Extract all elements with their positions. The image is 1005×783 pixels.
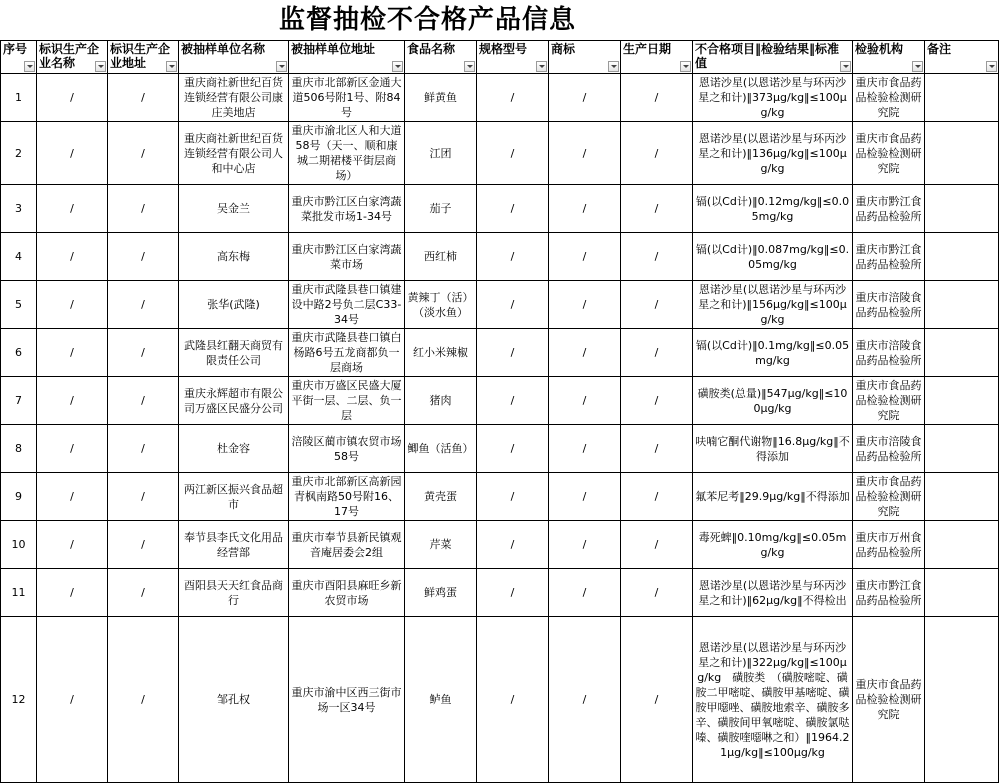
- filter-dropdown-icon[interactable]: [464, 61, 475, 72]
- table-row: [1, 377, 999, 425]
- cell-institution[interactable]: 重庆市黔江食品药品检验所: [853, 185, 925, 233]
- cell-food-name[interactable]: 黄辣丁（活）（淡水鱼）: [405, 281, 477, 329]
- header-spec: 规格型号: [477, 41, 549, 74]
- cell-failed-item[interactable]: 镉(以Cd计)‖0.087mg/kg‖≤0.05mg/kg: [693, 233, 853, 281]
- cell-spec[interactable]: /: [477, 185, 549, 233]
- cell-mfr-addr[interactable]: /: [108, 521, 179, 569]
- cell-brand[interactable]: /: [549, 473, 621, 521]
- cell-institution[interactable]: 重庆市涪陵食品药品检验所: [853, 425, 925, 473]
- cell-food-name[interactable]: 红小米辣椒: [405, 329, 477, 377]
- cell-unit-addr[interactable]: 重庆市北部新区金通大道506号附1号、附84号: [289, 74, 405, 122]
- cell-brand[interactable]: /: [549, 377, 621, 425]
- table-row: [1, 74, 999, 122]
- header-no: 序号: [1, 41, 37, 74]
- cell-date[interactable]: /: [621, 521, 693, 569]
- cell-mfr-addr[interactable]: /: [108, 122, 179, 185]
- cell-unit-name[interactable]: 两江新区振兴食品超市: [179, 473, 289, 521]
- table-row: [1, 425, 999, 473]
- cell-no[interactable]: 6: [1, 329, 37, 377]
- cell-unit-name[interactable]: 邹孔权: [179, 617, 289, 783]
- cell-spec[interactable]: /: [477, 377, 549, 425]
- cell-mfr-addr[interactable]: /: [108, 185, 179, 233]
- cell-brand[interactable]: /: [549, 425, 621, 473]
- cell-note[interactable]: [925, 233, 999, 281]
- cell-date[interactable]: /: [621, 473, 693, 521]
- cell-note[interactable]: [925, 569, 999, 617]
- cell-unit-name[interactable]: 奉节县李氏文化用品经营部: [179, 521, 289, 569]
- cell-mfr-addr[interactable]: /: [108, 473, 179, 521]
- cell-date[interactable]: /: [621, 233, 693, 281]
- cell-no[interactable]: 9: [1, 473, 37, 521]
- cell-mfr-name[interactable]: /: [37, 185, 108, 233]
- cell-institution[interactable]: 重庆市黔江食品药品检验所: [853, 233, 925, 281]
- cell-unit-name[interactable]: 高东梅: [179, 233, 289, 281]
- cell-spec[interactable]: /: [477, 617, 549, 783]
- cell-unit-addr[interactable]: 涪陵区蔺市镇农贸市场58号: [289, 425, 405, 473]
- cell-failed-item[interactable]: 恩诺沙星(以恩诺沙星与环丙沙星之和计)‖62μg/kg‖不得检出: [693, 569, 853, 617]
- cell-failed-item[interactable]: 恩诺沙星(以恩诺沙星与环丙沙星之和计)‖136μg/kg‖≤100μg/kg: [693, 122, 853, 185]
- cell-food-name[interactable]: 鲫鱼（活鱼）: [405, 425, 477, 473]
- cell-unit-name[interactable]: 杜金容: [179, 425, 289, 473]
- cell-food-name[interactable]: 茄子: [405, 185, 477, 233]
- cell-food-name[interactable]: 鲜鸡蛋: [405, 569, 477, 617]
- cell-mfr-name[interactable]: /: [37, 74, 108, 122]
- cell-no[interactable]: 3: [1, 185, 37, 233]
- cell-food-name[interactable]: 西红柿: [405, 233, 477, 281]
- cell-failed-item[interactable]: 毒死蜱‖0.10mg/kg‖≤0.05mg/kg: [693, 521, 853, 569]
- filter-dropdown-icon[interactable]: [536, 61, 547, 72]
- table-row: [1, 122, 999, 185]
- cell-spec[interactable]: /: [477, 122, 549, 185]
- filter-dropdown-icon[interactable]: [840, 61, 851, 72]
- cell-institution[interactable]: 重庆市涪陵食品药品检验所: [853, 329, 925, 377]
- cell-failed-item[interactable]: 氟苯尼考‖29.9μg/kg‖不得添加: [693, 473, 853, 521]
- cell-no[interactable]: 2: [1, 122, 37, 185]
- filter-dropdown-icon[interactable]: [166, 61, 177, 72]
- cell-mfr-addr[interactable]: /: [108, 281, 179, 329]
- cell-note[interactable]: [925, 329, 999, 377]
- cell-note[interactable]: [925, 281, 999, 329]
- cell-institution[interactable]: 重庆市涪陵食品药品检验所: [853, 281, 925, 329]
- cell-note[interactable]: [925, 521, 999, 569]
- cell-date[interactable]: /: [621, 185, 693, 233]
- cell-institution[interactable]: 重庆市黔江食品药品检验所: [853, 569, 925, 617]
- cell-brand[interactable]: /: [549, 521, 621, 569]
- cell-unit-addr[interactable]: 重庆市奉节县新民镇观音庵居委会2组: [289, 521, 405, 569]
- header-mfr-name: 标识生产企业名称: [37, 41, 108, 74]
- cell-unit-addr[interactable]: 重庆市北部新区高新园青枫南路50号附16、17号: [289, 473, 405, 521]
- header-unit-addr: 被抽样单位地址: [289, 41, 405, 74]
- table-row: [1, 569, 999, 617]
- filter-dropdown-icon[interactable]: [95, 61, 106, 72]
- cell-note[interactable]: [925, 185, 999, 233]
- cell-no[interactable]: 11: [1, 569, 37, 617]
- cell-failed-item[interactable]: 呋喃它酮代谢物‖16.8μg/kg‖不得添加: [693, 425, 853, 473]
- cell-mfr-name[interactable]: /: [37, 617, 108, 783]
- cell-date[interactable]: /: [621, 74, 693, 122]
- cell-mfr-name[interactable]: /: [37, 377, 108, 425]
- cell-failed-item[interactable]: 恩诺沙星(以恩诺沙星与环丙沙星之和计)‖156μg/kg‖≤100μg/kg: [693, 281, 853, 329]
- cell-food-name[interactable]: 芹菜: [405, 521, 477, 569]
- cell-mfr-addr[interactable]: /: [108, 74, 179, 122]
- table-row: [1, 185, 999, 233]
- cell-mfr-name[interactable]: /: [37, 281, 108, 329]
- cell-note[interactable]: [925, 425, 999, 473]
- cell-date[interactable]: /: [621, 569, 693, 617]
- cell-unit-addr[interactable]: 重庆市渝中区西三街市场一区34号: [289, 617, 405, 783]
- cell-note[interactable]: [925, 377, 999, 425]
- cell-institution[interactable]: 重庆市万州食品药品检验所: [853, 521, 925, 569]
- cell-mfr-name[interactable]: /: [37, 521, 108, 569]
- filter-dropdown-icon[interactable]: [24, 61, 35, 72]
- header-unit-name: 被抽样单位名称: [179, 41, 289, 74]
- cell-note[interactable]: [925, 122, 999, 185]
- cell-unit-name[interactable]: 重庆商社新世纪百货连锁经营有限公司康庄美地店: [179, 74, 289, 122]
- cell-institution[interactable]: 重庆市食品药品检验检测研究院: [853, 122, 925, 185]
- filter-dropdown-icon[interactable]: [608, 61, 619, 72]
- cell-unit-name[interactable]: 重庆永辉超市有限公司万盛区民盛分公司: [179, 377, 289, 425]
- filter-dropdown-icon[interactable]: [392, 61, 403, 72]
- cell-no[interactable]: 1: [1, 74, 37, 122]
- cell-institution[interactable]: 重庆市食品药品检验检测研究院: [853, 74, 925, 122]
- cell-mfr-addr[interactable]: /: [108, 233, 179, 281]
- cell-food-name[interactable]: 鲜黄鱼: [405, 74, 477, 122]
- cell-mfr-addr[interactable]: /: [108, 569, 179, 617]
- cell-mfr-addr[interactable]: /: [108, 329, 179, 377]
- table-row: [1, 281, 999, 329]
- cell-food-name[interactable]: 江团: [405, 122, 477, 185]
- cell-unit-addr[interactable]: 重庆市渝北区人和大道58号（天一、顺和康城二期裙楼平街层商场）: [289, 122, 405, 185]
- cell-failed-item[interactable]: 磺胺类(总量)‖547μg/kg‖≤100μg/kg: [693, 377, 853, 425]
- cell-spec[interactable]: /: [477, 74, 549, 122]
- header-mfr-addr: 标识生产企业地址: [108, 41, 179, 74]
- cell-brand[interactable]: /: [549, 185, 621, 233]
- cell-note[interactable]: [925, 617, 999, 783]
- cell-institution[interactable]: 重庆市食品药品检验检测研究院: [853, 617, 925, 783]
- cell-spec[interactable]: /: [477, 233, 549, 281]
- cell-brand[interactable]: /: [549, 122, 621, 185]
- cell-unit-addr[interactable]: 重庆市武隆县巷口镇建设中路2号负二层C33-34号: [289, 281, 405, 329]
- cell-unit-addr[interactable]: 重庆市酉阳县麻旺乡新农贸市场: [289, 569, 405, 617]
- cell-unit-addr[interactable]: 重庆市黔江区白家湾蔬菜市场: [289, 233, 405, 281]
- filter-dropdown-icon[interactable]: [276, 61, 287, 72]
- cell-brand[interactable]: /: [549, 569, 621, 617]
- cell-mfr-name[interactable]: /: [37, 233, 108, 281]
- cell-no[interactable]: 5: [1, 281, 37, 329]
- cell-mfr-name[interactable]: /: [37, 569, 108, 617]
- cell-unit-name[interactable]: 张华(武隆): [179, 281, 289, 329]
- cell-failed-item[interactable]: 恩诺沙星(以恩诺沙星与环丙沙星之和计)‖373μg/kg‖≤100μg/kg: [693, 74, 853, 122]
- header-date: 生产日期: [621, 41, 693, 74]
- cell-no[interactable]: 12: [1, 617, 37, 783]
- page-title: 监督抽检不合格产品信息: [278, 5, 576, 35]
- table-row: [1, 329, 999, 377]
- cell-brand[interactable]: /: [549, 74, 621, 122]
- cell-date[interactable]: /: [621, 281, 693, 329]
- cell-brand[interactable]: /: [549, 281, 621, 329]
- cell-institution[interactable]: 重庆市食品药品检验检测研究院: [853, 473, 925, 521]
- cell-no[interactable]: 4: [1, 233, 37, 281]
- cell-mfr-name[interactable]: /: [37, 329, 108, 377]
- cell-unit-addr[interactable]: 重庆市万盛区民盛大厦平街一层、二层、负一层: [289, 377, 405, 425]
- cell-mfr-name[interactable]: /: [37, 122, 108, 185]
- cell-failed-item[interactable]: 镉(以Cd计)‖0.1mg/kg‖≤0.05mg/kg: [693, 329, 853, 377]
- header-brand: 商标: [549, 41, 621, 74]
- results-table: [0, 40, 999, 783]
- header-failed-item: 不合格项目‖检验结果‖标准值: [693, 41, 853, 74]
- cell-unit-addr[interactable]: 重庆市武隆县巷口镇白杨路6号五龙商都负一层商场: [289, 329, 405, 377]
- cell-spec[interactable]: /: [477, 473, 549, 521]
- header-institution: 检验机构: [853, 41, 925, 74]
- cell-unit-name[interactable]: 重庆商社新世纪百货连锁经营有限公司人和中心店: [179, 122, 289, 185]
- header-note: 备注: [925, 41, 999, 74]
- cell-no[interactable]: 10: [1, 521, 37, 569]
- header-food-name: 食品名称: [405, 41, 477, 74]
- cell-unit-addr[interactable]: 重庆市黔江区白家湾蔬菜批发市场1-34号: [289, 185, 405, 233]
- cell-failed-item[interactable]: 镉(以Cd计)‖0.12mg/kg‖≤0.05mg/kg: [693, 185, 853, 233]
- cell-no[interactable]: 7: [1, 377, 37, 425]
- filter-dropdown-icon[interactable]: [986, 61, 997, 72]
- cell-note[interactable]: [925, 74, 999, 122]
- cell-food-name[interactable]: 鲈鱼: [405, 617, 477, 783]
- cell-unit-name[interactable]: 武隆县红翻天商贸有限责任公司: [179, 329, 289, 377]
- cell-spec[interactable]: /: [477, 425, 549, 473]
- cell-date[interactable]: /: [621, 425, 693, 473]
- table-row: [1, 617, 999, 783]
- table-row: [1, 473, 999, 521]
- table-row: [1, 233, 999, 281]
- filter-dropdown-icon[interactable]: [680, 61, 691, 72]
- cell-mfr-name[interactable]: /: [37, 425, 108, 473]
- cell-spec[interactable]: /: [477, 521, 549, 569]
- cell-brand[interactable]: /: [549, 329, 621, 377]
- cell-unit-name[interactable]: 酉阳县天天红食品商行: [179, 569, 289, 617]
- cell-mfr-addr[interactable]: /: [108, 425, 179, 473]
- cell-mfr-addr[interactable]: /: [108, 377, 179, 425]
- cell-note[interactable]: [925, 473, 999, 521]
- filter-dropdown-icon[interactable]: [912, 61, 923, 72]
- cell-date[interactable]: /: [621, 617, 693, 783]
- cell-date[interactable]: /: [621, 329, 693, 377]
- cell-date[interactable]: /: [621, 122, 693, 185]
- cell-mfr-addr[interactable]: /: [108, 617, 179, 783]
- cell-brand[interactable]: /: [549, 233, 621, 281]
- cell-food-name[interactable]: 黄壳蛋: [405, 473, 477, 521]
- cell-spec[interactable]: /: [477, 569, 549, 617]
- cell-institution[interactable]: 重庆市食品药品检验检测研究院: [853, 377, 925, 425]
- cell-spec[interactable]: /: [477, 329, 549, 377]
- cell-mfr-name[interactable]: /: [37, 473, 108, 521]
- cell-spec[interactable]: /: [477, 281, 549, 329]
- cell-food-name[interactable]: 猪肉: [405, 377, 477, 425]
- cell-date[interactable]: /: [621, 377, 693, 425]
- cell-unit-name[interactable]: 吴金兰: [179, 185, 289, 233]
- table-row: [1, 521, 999, 569]
- cell-no[interactable]: 8: [1, 425, 37, 473]
- cell-failed-item[interactable]: 恩诺沙星(以恩诺沙星与环丙沙星之和计)‖322μg/kg‖≤100μg/kg 磺胺类 （磺胺嘧啶、磺胺二甲嘧啶、磺胺甲基嘧啶、磺胺甲噁唑、磺胺地索辛、磺胺多辛、磺胺间甲氧嘧啶、磺胺氯哒嗪、磺胺喹噁啉之和）‖1964.21μg/kg‖≤100μg/kg: [693, 617, 853, 783]
- cell-brand[interactable]: /: [549, 617, 621, 783]
